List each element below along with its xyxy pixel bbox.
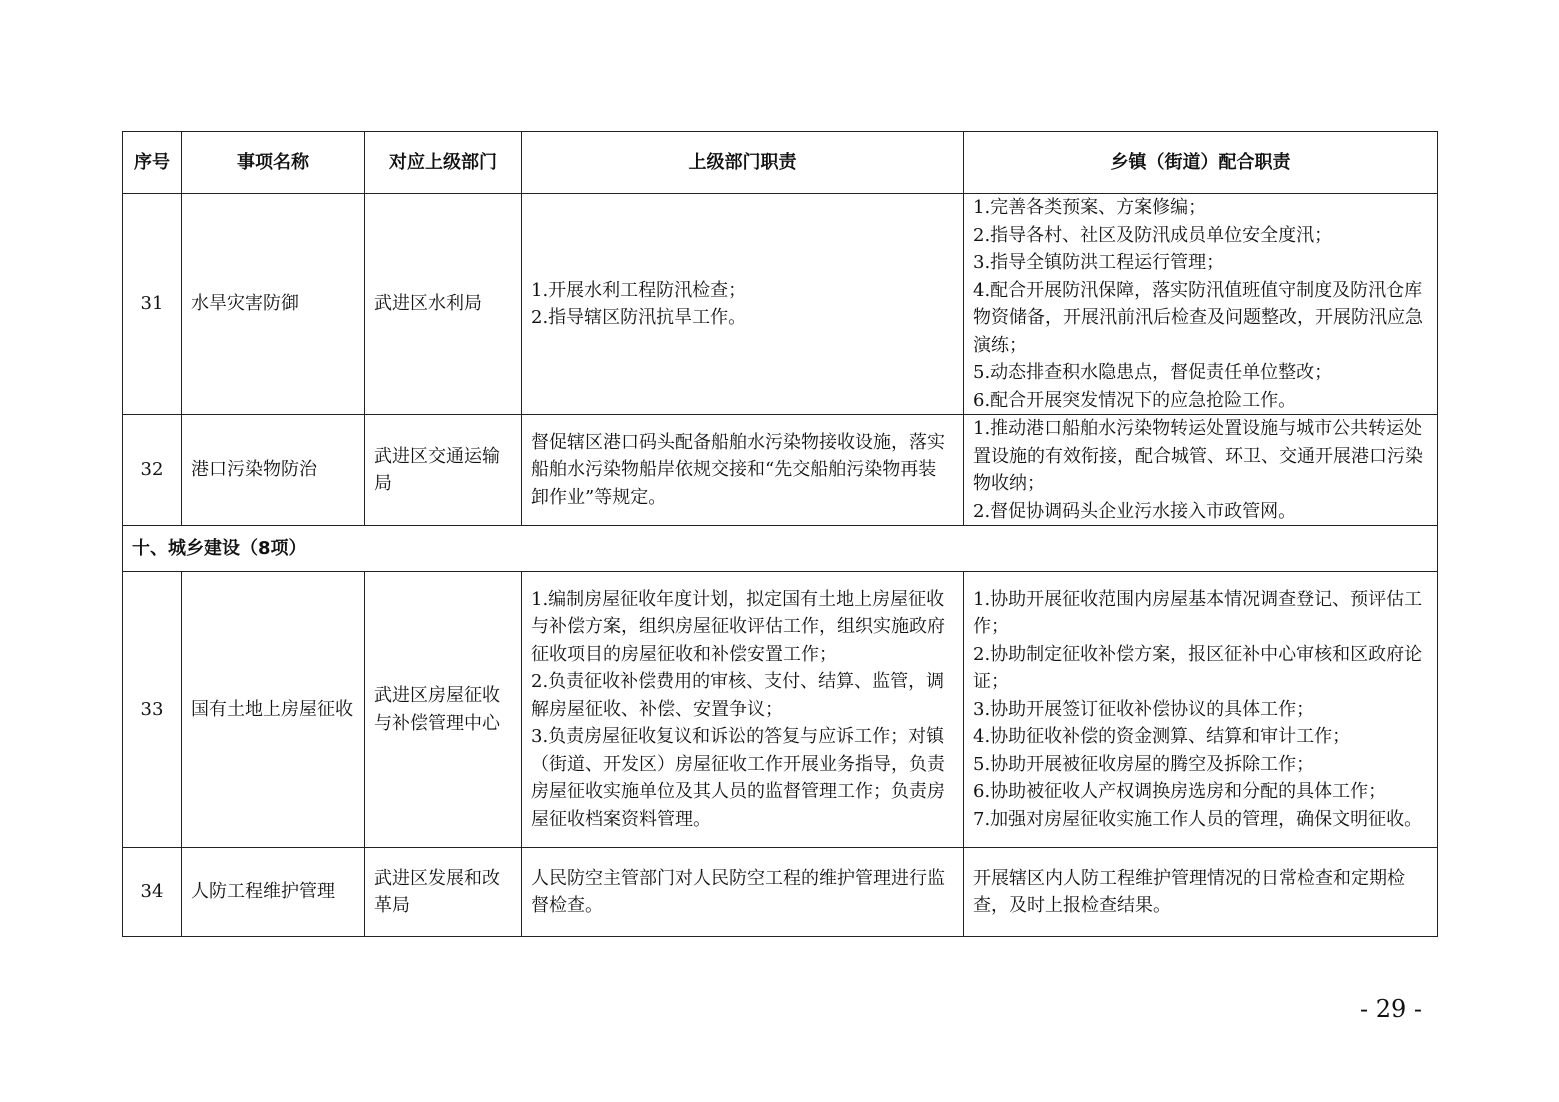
row-seq: 32 xyxy=(123,415,182,526)
town-duty-line: 开展辖区内人防工程维护管理情况的日常检查和定期检查，及时上报检查结果。 xyxy=(973,867,1405,916)
town-duty-line: 1.推动港口船舶水污染物转运处置设施与城市公共转运处置设施的有效衔接，配合城管、环卫、交通开展港口污染物收纳； xyxy=(973,418,1423,494)
row-seq: 34 xyxy=(123,848,182,937)
town-duty-line: 4.协助征收补偿的资金测算、结算和审计工作； xyxy=(973,726,1351,748)
town-duty-line: 5.协助开展被征收房屋的腾空及拆除工作； xyxy=(973,753,1315,775)
row-seq: 33 xyxy=(123,572,182,848)
row-town-duty xyxy=(964,415,1438,526)
row-upper-dept: 武进区房屋征收与补偿管理中心 xyxy=(365,572,522,848)
header-upper-duty: 上级部门职责 xyxy=(522,132,964,194)
town-duty-line: 1.协助开展征收范围内房屋基本情况调查登记、预评估工作； xyxy=(973,588,1423,638)
row-town-duty xyxy=(964,848,1438,937)
table-header-row xyxy=(123,132,1438,194)
row-town-duty xyxy=(964,572,1438,848)
town-duty-line: 5.动态排查积水隐患点，督促责任单位整改； xyxy=(973,362,1333,383)
header-item-name: 事项名称 xyxy=(182,132,365,194)
table-row xyxy=(123,415,1438,526)
upper-duty-line: 督促辖区港口码头配备船舶水污染物接收设施，落实船舶水污染物船岸依规交接和“先交船舶污染物再装卸作业”等规定。 xyxy=(531,431,945,508)
header-upper-dept: 对应上级部门 xyxy=(365,132,522,194)
town-duty-line: 3.协助开展签订征收补偿协议的具体工作； xyxy=(973,698,1315,720)
row-upper-dept: 武进区交通运输局 xyxy=(365,415,522,526)
row-item-name: 国有土地上房屋征收 xyxy=(182,572,365,848)
table-row xyxy=(123,194,1438,415)
row-upper-duty xyxy=(522,415,964,526)
section-row xyxy=(123,526,1438,572)
town-duty-line: 4.配合开展防汛保障，落实防汛值班值守制度及防汛仓库物资储备，开展汛前汛后检查及问题整改，开展防汛应急演练； xyxy=(973,279,1423,356)
row-seq: 31 xyxy=(123,194,182,415)
page-number: - 29 - xyxy=(1360,995,1423,1023)
upper-duty-line: 3.负责房屋征收复议和诉讼的答复与应诉工作；对镇（街道、开发区）房屋征收工作开展业务指导，负责房屋征收实施单位及其人员的监督管理工作；负责房屋征收档案资料管理。 xyxy=(531,726,945,830)
row-town-duty xyxy=(964,194,1438,415)
town-duty-line: 2.协助制定征收补偿方案，报区征补中心审核和区政府论证； xyxy=(973,643,1423,693)
upper-duty-line: 2.指导辖区防汛抗旱工作。 xyxy=(531,307,747,328)
upper-duty-line: 人民防空主管部门对人民防空工程的维护管理进行监督检查。 xyxy=(531,867,945,916)
upper-duty-line: 2.负责征收补偿费用的审核、支付、结算、监管，调解房屋征收、补偿、安置争议； xyxy=(531,671,945,720)
row-upper-duty xyxy=(522,572,964,848)
row-item-name: 港口污染物防治 xyxy=(182,415,365,526)
row-item-name: 人防工程维护管理 xyxy=(182,848,365,937)
row-upper-dept: 武进区发展和改革局 xyxy=(365,848,522,937)
responsibility-table xyxy=(122,131,1438,937)
header-town-duty: 乡镇（街道）配合职责 xyxy=(964,132,1438,194)
upper-duty-line: 1.编制房屋征收年度计划，拟定国有土地上房屋征收与补偿方案，组织房屋征收评估工作，组织实施政府征收项目的房屋征收和补偿安置工作； xyxy=(531,588,945,665)
row-upper-duty xyxy=(522,848,964,937)
town-duty-line: 1.完善各类预案、方案修编； xyxy=(973,197,1207,218)
row-upper-dept: 武进区水利局 xyxy=(365,194,522,415)
town-duty-line: 3.指导全镇防洪工程运行管理； xyxy=(973,252,1225,273)
header-seq: 序号 xyxy=(123,132,182,194)
town-duty-line: 6.协助被征收人产权调换房选房和分配的具体工作； xyxy=(973,781,1387,803)
town-duty-line: 6.配合开展突发情况下的应急抢险工作。 xyxy=(973,389,1297,411)
section-title: 十、城乡建设（8项） xyxy=(123,526,1438,572)
town-duty-line: 2.指导各村、社区及防汛成员单位安全度汛； xyxy=(973,224,1333,246)
upper-duty-line: 1.开展水利工程防汛检查； xyxy=(531,279,747,301)
table-row xyxy=(123,572,1438,848)
table-row xyxy=(123,848,1438,937)
row-upper-duty xyxy=(522,194,964,415)
town-duty-line: 2.督促协调码头企业污水接入市政管网。 xyxy=(973,500,1297,522)
row-item-name: 水旱灾害防御 xyxy=(182,194,365,415)
town-duty-line: 7.加强对房屋征收实施工作人员的管理，确保文明征收。 xyxy=(973,808,1423,830)
